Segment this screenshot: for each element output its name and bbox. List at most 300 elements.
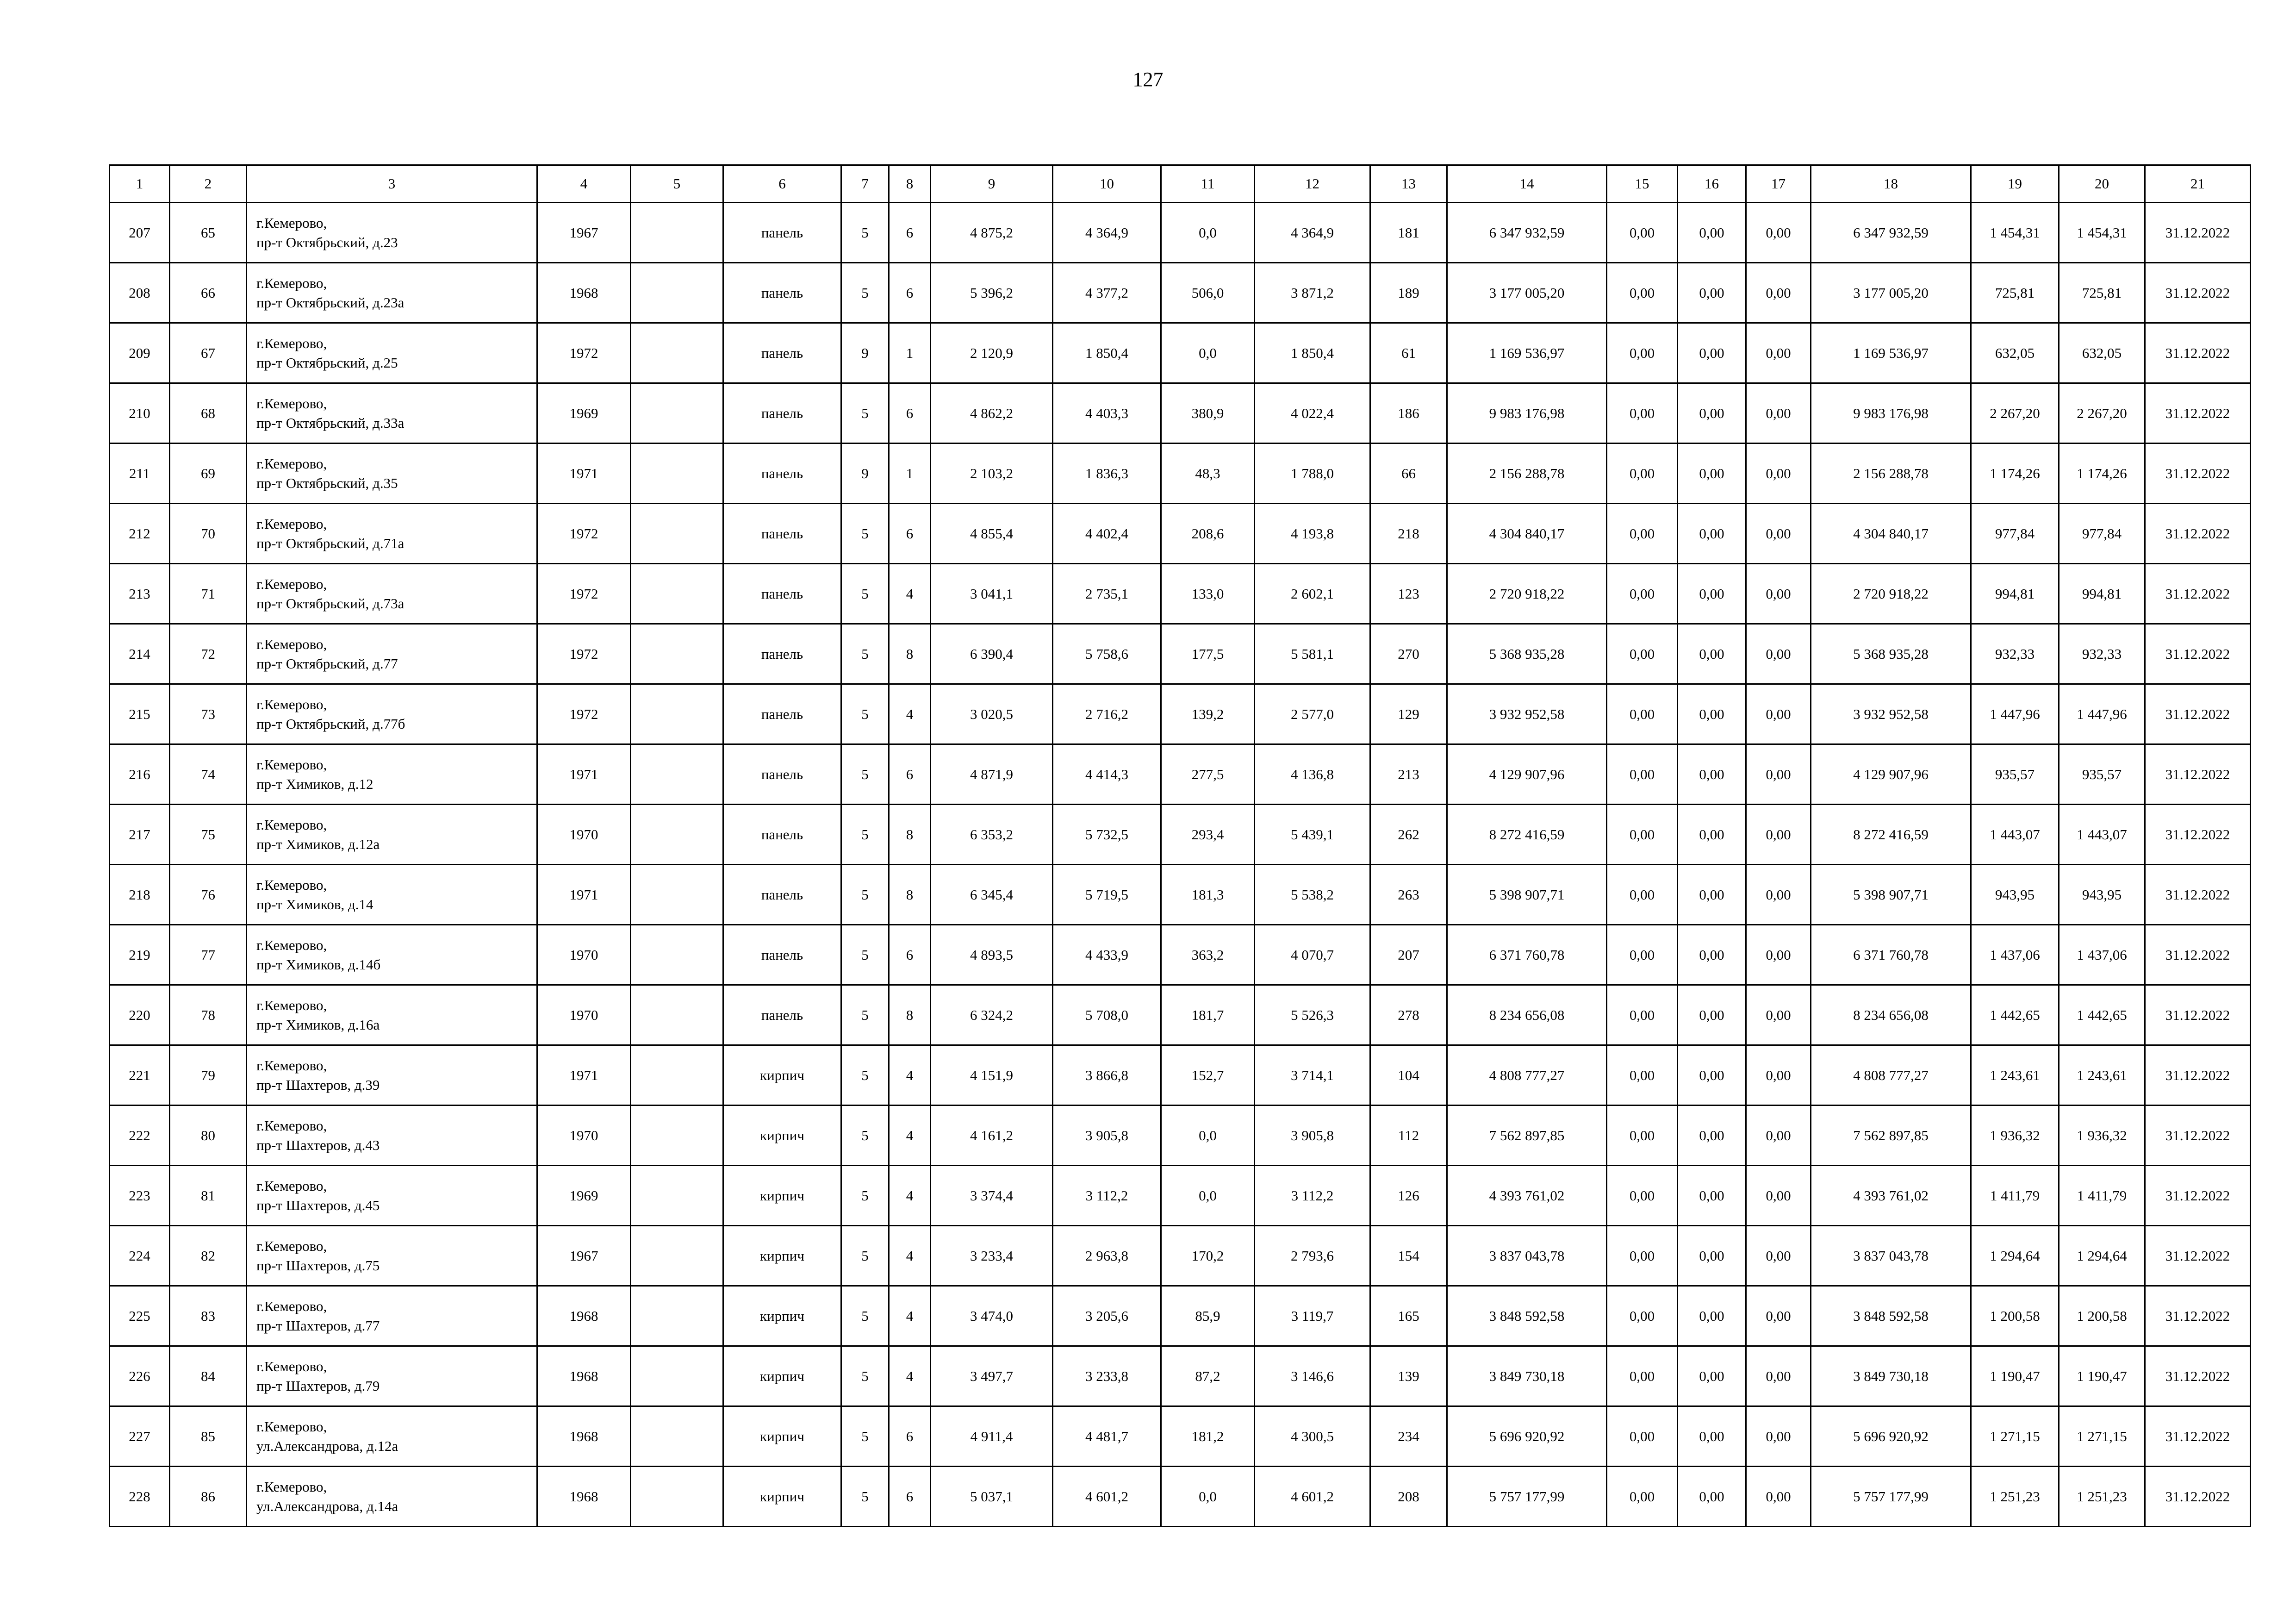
cell-col-21: 31.12.2022 <box>2145 1166 2251 1226</box>
cell-col-10: 2 735,1 <box>1053 564 1161 624</box>
cell-col-11: 0,0 <box>1161 1106 1255 1166</box>
table-row <box>110 323 2251 383</box>
address-city: г.Кемерово, <box>256 1177 327 1194</box>
cell-col-13: 123 <box>1370 564 1447 624</box>
column-header-6: 6 <box>723 165 841 203</box>
cell-col-6: кирпич <box>723 1226 841 1286</box>
cell-col-18: 7 562 897,85 <box>1811 1106 1971 1166</box>
column-header-14: 14 <box>1447 165 1607 203</box>
table-body <box>110 203 2251 1527</box>
cell-col-11: 87,2 <box>1161 1346 1255 1406</box>
cell-col-15: 0,00 <box>1607 1166 1678 1226</box>
cell-col-5 <box>631 504 723 564</box>
cell-col-8: 6 <box>889 203 931 263</box>
cell-col-12: 2 793,6 <box>1255 1226 1370 1286</box>
cell-col-19: 943,95 <box>1971 865 2059 925</box>
cell-col-13: 186 <box>1370 383 1447 443</box>
cell-col-20: 1 294,64 <box>2059 1226 2145 1286</box>
column-header-13: 13 <box>1370 165 1447 203</box>
cell-col-8: 4 <box>889 1045 931 1106</box>
cell-col-1: 218 <box>110 865 170 925</box>
cell-col-20: 725,81 <box>2059 263 2145 323</box>
cell-col-13: 263 <box>1370 865 1447 925</box>
address-street: пр-т Октябрьский, д.73а <box>256 595 404 612</box>
cell-col-14: 3 849 730,18 <box>1447 1346 1607 1406</box>
cell-col-15: 0,00 <box>1607 925 1678 985</box>
cell-col-5 <box>631 1346 723 1406</box>
column-header-7: 7 <box>841 165 889 203</box>
table-row <box>110 564 2251 624</box>
cell-col-8: 4 <box>889 564 931 624</box>
cell-col-5 <box>631 263 723 323</box>
cell-col-10: 4 402,4 <box>1053 504 1161 564</box>
address-cell <box>247 1226 537 1286</box>
cell-col-21: 31.12.2022 <box>2145 263 2251 323</box>
cell-col-8: 1 <box>889 323 931 383</box>
cell-col-10: 5 719,5 <box>1053 865 1161 925</box>
cell-col-1: 217 <box>110 805 170 865</box>
cell-col-8: 4 <box>889 1286 931 1346</box>
address-street: ул.Александрова, д.12а <box>256 1437 398 1454</box>
table-row <box>110 805 2251 865</box>
cell-col-16: 0,00 <box>1678 443 1746 504</box>
cell-col-9: 3 497,7 <box>931 1346 1053 1406</box>
address-street: пр-т Химиков, д.12 <box>256 775 373 792</box>
cell-col-19: 1 454,31 <box>1971 203 2059 263</box>
cell-col-4: 1969 <box>537 1166 631 1226</box>
cell-col-21: 31.12.2022 <box>2145 1106 2251 1166</box>
cell-col-8: 8 <box>889 985 931 1045</box>
table-row <box>110 925 2251 985</box>
cell-col-2: 84 <box>170 1346 247 1406</box>
cell-col-18: 6 371 760,78 <box>1811 925 1971 985</box>
cell-col-9: 4 911,4 <box>931 1406 1053 1467</box>
address-street: пр-т Химиков, д.16а <box>256 1016 380 1033</box>
cell-col-15: 0,00 <box>1607 1346 1678 1406</box>
cell-col-7: 9 <box>841 323 889 383</box>
cell-col-21: 31.12.2022 <box>2145 985 2251 1045</box>
cell-col-17: 0,00 <box>1746 323 1811 383</box>
cell-col-21: 31.12.2022 <box>2145 805 2251 865</box>
cell-col-20: 1 454,31 <box>2059 203 2145 263</box>
cell-col-4: 1971 <box>537 1045 631 1106</box>
cell-col-7: 5 <box>841 744 889 805</box>
cell-col-7: 5 <box>841 1045 889 1106</box>
cell-col-18: 3 177 005,20 <box>1811 263 1971 323</box>
table-row <box>110 865 2251 925</box>
address-city: г.Кемерово, <box>256 1298 327 1314</box>
cell-col-18: 4 393 761,02 <box>1811 1166 1971 1226</box>
cell-col-15: 0,00 <box>1607 323 1678 383</box>
cell-col-19: 1 271,15 <box>1971 1406 2059 1467</box>
cell-col-8: 6 <box>889 263 931 323</box>
column-header-11: 11 <box>1161 165 1255 203</box>
cell-col-4: 1967 <box>537 203 631 263</box>
cell-col-9: 3 233,4 <box>931 1226 1053 1286</box>
cell-col-12: 2 602,1 <box>1255 564 1370 624</box>
cell-col-16: 0,00 <box>1678 865 1746 925</box>
cell-col-9: 3 474,0 <box>931 1286 1053 1346</box>
cell-col-13: 213 <box>1370 744 1447 805</box>
cell-col-13: 165 <box>1370 1286 1447 1346</box>
cell-col-11: 363,2 <box>1161 925 1255 985</box>
address-cell <box>247 684 537 744</box>
address-street: пр-т Октябрьский, д.33а <box>256 414 404 431</box>
address-city: г.Кемерово, <box>256 696 327 712</box>
cell-col-7: 5 <box>841 263 889 323</box>
cell-col-9: 4 161,2 <box>931 1106 1053 1166</box>
cell-col-19: 1 442,65 <box>1971 985 2059 1045</box>
cell-col-11: 0,0 <box>1161 323 1255 383</box>
cell-col-9: 4 862,2 <box>931 383 1053 443</box>
cell-col-4: 1967 <box>537 1226 631 1286</box>
cell-col-4: 1972 <box>537 564 631 624</box>
cell-col-6: панель <box>723 684 841 744</box>
address-city: г.Кемерово, <box>256 997 327 1013</box>
cell-col-11: 181,2 <box>1161 1406 1255 1467</box>
cell-col-15: 0,00 <box>1607 1286 1678 1346</box>
cell-col-6: панель <box>723 443 841 504</box>
cell-col-5 <box>631 985 723 1045</box>
cell-col-10: 1 836,3 <box>1053 443 1161 504</box>
cell-col-8: 6 <box>889 504 931 564</box>
cell-col-7: 5 <box>841 1406 889 1467</box>
cell-col-1: 223 <box>110 1166 170 1226</box>
cell-col-14: 5 368 935,28 <box>1447 624 1607 684</box>
cell-col-12: 5 538,2 <box>1255 865 1370 925</box>
cell-col-14: 5 757 177,99 <box>1447 1467 1607 1527</box>
cell-col-1: 222 <box>110 1106 170 1166</box>
cell-col-10: 3 905,8 <box>1053 1106 1161 1166</box>
cell-col-10: 4 403,3 <box>1053 383 1161 443</box>
cell-col-10: 2 963,8 <box>1053 1226 1161 1286</box>
cell-col-4: 1970 <box>537 805 631 865</box>
cell-col-17: 0,00 <box>1746 805 1811 865</box>
address-city: г.Кемерово, <box>256 876 327 893</box>
cell-col-16: 0,00 <box>1678 1406 1746 1467</box>
cell-col-12: 4 136,8 <box>1255 744 1370 805</box>
cell-col-12: 4 070,7 <box>1255 925 1370 985</box>
cell-col-6: панель <box>723 805 841 865</box>
cell-col-10: 3 112,2 <box>1053 1166 1161 1226</box>
cell-col-2: 76 <box>170 865 247 925</box>
address-cell <box>247 1346 537 1406</box>
cell-col-15: 0,00 <box>1607 805 1678 865</box>
cell-col-12: 5 581,1 <box>1255 624 1370 684</box>
cell-col-9: 4 893,5 <box>931 925 1053 985</box>
cell-col-4: 1971 <box>537 865 631 925</box>
cell-col-6: панель <box>723 624 841 684</box>
cell-col-6: кирпич <box>723 1286 841 1346</box>
cell-col-21: 31.12.2022 <box>2145 323 2251 383</box>
cell-col-10: 5 758,6 <box>1053 624 1161 684</box>
address-street: пр-т Октябрьский, д.35 <box>256 475 398 491</box>
cell-col-19: 1 200,58 <box>1971 1286 2059 1346</box>
cell-col-4: 1972 <box>537 684 631 744</box>
address-city: г.Кемерово, <box>256 275 327 291</box>
cell-col-19: 632,05 <box>1971 323 2059 383</box>
cell-col-15: 0,00 <box>1607 1467 1678 1527</box>
cell-col-4: 1970 <box>537 985 631 1045</box>
cell-col-1: 211 <box>110 443 170 504</box>
cell-col-9: 4 855,4 <box>931 504 1053 564</box>
cell-col-9: 6 353,2 <box>931 805 1053 865</box>
cell-col-20: 1 190,47 <box>2059 1346 2145 1406</box>
cell-col-9: 3 020,5 <box>931 684 1053 744</box>
table-row <box>110 1286 2251 1346</box>
column-header-20: 20 <box>2059 165 2145 203</box>
cell-col-12: 3 112,2 <box>1255 1166 1370 1226</box>
cell-col-16: 0,00 <box>1678 1106 1746 1166</box>
address-cell <box>247 1467 537 1527</box>
cell-col-17: 0,00 <box>1746 1226 1811 1286</box>
cell-col-8: 8 <box>889 865 931 925</box>
cell-col-8: 6 <box>889 925 931 985</box>
cell-col-10: 3 866,8 <box>1053 1045 1161 1106</box>
address-street: пр-т Химиков, д.14б <box>256 956 381 973</box>
cell-col-20: 1 442,65 <box>2059 985 2145 1045</box>
cell-col-21: 31.12.2022 <box>2145 1045 2251 1106</box>
table-row <box>110 1467 2251 1527</box>
cell-col-20: 994,81 <box>2059 564 2145 624</box>
cell-col-6: кирпич <box>723 1106 841 1166</box>
cell-col-13: 270 <box>1370 624 1447 684</box>
cell-col-18: 4 808 777,27 <box>1811 1045 1971 1106</box>
cell-col-1: 227 <box>110 1406 170 1467</box>
cell-col-13: 154 <box>1370 1226 1447 1286</box>
cell-col-8: 4 <box>889 1106 931 1166</box>
cell-col-11: 85,9 <box>1161 1286 1255 1346</box>
cell-col-10: 4 601,2 <box>1053 1467 1161 1527</box>
cell-col-10: 5 732,5 <box>1053 805 1161 865</box>
cell-col-21: 31.12.2022 <box>2145 1286 2251 1346</box>
address-cell <box>247 263 537 323</box>
cell-col-14: 8 234 656,08 <box>1447 985 1607 1045</box>
cell-col-21: 31.12.2022 <box>2145 1467 2251 1527</box>
cell-col-11: 0,0 <box>1161 1467 1255 1527</box>
cell-col-19: 1 294,64 <box>1971 1226 2059 1286</box>
cell-col-4: 1972 <box>537 323 631 383</box>
address-city: г.Кемерово, <box>256 214 327 231</box>
cell-col-2: 86 <box>170 1467 247 1527</box>
cell-col-12: 4 364,9 <box>1255 203 1370 263</box>
cell-col-7: 5 <box>841 985 889 1045</box>
cell-col-2: 82 <box>170 1226 247 1286</box>
cell-col-12: 2 577,0 <box>1255 684 1370 744</box>
cell-col-1: 226 <box>110 1346 170 1406</box>
cell-col-10: 2 716,2 <box>1053 684 1161 744</box>
cell-col-2: 70 <box>170 504 247 564</box>
cell-col-13: 218 <box>1370 504 1447 564</box>
cell-col-17: 0,00 <box>1746 865 1811 925</box>
cell-col-10: 4 377,2 <box>1053 263 1161 323</box>
cell-col-14: 5 398 907,71 <box>1447 865 1607 925</box>
cell-col-13: 126 <box>1370 1166 1447 1226</box>
address-city: г.Кемерово, <box>256 636 327 652</box>
table-row <box>110 383 2251 443</box>
cell-col-1: 208 <box>110 263 170 323</box>
cell-col-15: 0,00 <box>1607 624 1678 684</box>
cell-col-6: панель <box>723 203 841 263</box>
cell-col-14: 6 347 932,59 <box>1447 203 1607 263</box>
cell-col-5 <box>631 624 723 684</box>
table-row <box>110 744 2251 805</box>
cell-col-8: 6 <box>889 744 931 805</box>
cell-col-18: 3 849 730,18 <box>1811 1346 1971 1406</box>
cell-col-2: 68 <box>170 383 247 443</box>
address-city: г.Кемерово, <box>256 1237 327 1254</box>
cell-col-13: 112 <box>1370 1106 1447 1166</box>
cell-col-19: 2 267,20 <box>1971 383 2059 443</box>
cell-col-19: 1 243,61 <box>1971 1045 2059 1106</box>
table-row <box>110 1106 2251 1166</box>
cell-col-12: 4 300,5 <box>1255 1406 1370 1467</box>
address-cell <box>247 805 537 865</box>
cell-col-19: 1 437,06 <box>1971 925 2059 985</box>
cell-col-14: 2 156 288,78 <box>1447 443 1607 504</box>
cell-col-20: 1 174,26 <box>2059 443 2145 504</box>
cell-col-5 <box>631 323 723 383</box>
cell-col-8: 4 <box>889 1346 931 1406</box>
cell-col-21: 31.12.2022 <box>2145 624 2251 684</box>
cell-col-19: 935,57 <box>1971 744 2059 805</box>
address-cell <box>247 985 537 1045</box>
cell-col-18: 4 304 840,17 <box>1811 504 1971 564</box>
cell-col-1: 210 <box>110 383 170 443</box>
cell-col-6: панель <box>723 925 841 985</box>
cell-col-17: 0,00 <box>1746 1467 1811 1527</box>
cell-col-11: 506,0 <box>1161 263 1255 323</box>
cell-col-14: 1 169 536,97 <box>1447 323 1607 383</box>
cell-col-19: 1 174,26 <box>1971 443 2059 504</box>
cell-col-20: 977,84 <box>2059 504 2145 564</box>
cell-col-16: 0,00 <box>1678 624 1746 684</box>
cell-col-4: 1968 <box>537 1286 631 1346</box>
cell-col-12: 1 850,4 <box>1255 323 1370 383</box>
column-header-12: 12 <box>1255 165 1370 203</box>
cell-col-14: 3 837 043,78 <box>1447 1226 1607 1286</box>
cell-col-4: 1968 <box>537 1406 631 1467</box>
address-street: пр-т Шахтеров, д.77 <box>256 1317 380 1334</box>
address-street: ул.Александрова, д.14а <box>256 1498 398 1514</box>
cell-col-2: 80 <box>170 1106 247 1166</box>
cell-col-10: 4 414,3 <box>1053 744 1161 805</box>
cell-col-13: 181 <box>1370 203 1447 263</box>
address-street: пр-т Химиков, д.14 <box>256 896 373 912</box>
table-row <box>110 1226 2251 1286</box>
cell-col-12: 4 601,2 <box>1255 1467 1370 1527</box>
cell-col-11: 181,3 <box>1161 865 1255 925</box>
cell-col-2: 83 <box>170 1286 247 1346</box>
cell-col-15: 0,00 <box>1607 744 1678 805</box>
cell-col-17: 0,00 <box>1746 443 1811 504</box>
address-city: г.Кемерово, <box>256 937 327 953</box>
cell-col-8: 4 <box>889 684 931 744</box>
cell-col-15: 0,00 <box>1607 1106 1678 1166</box>
cell-col-4: 1970 <box>537 925 631 985</box>
cell-col-15: 0,00 <box>1607 443 1678 504</box>
cell-col-2: 72 <box>170 624 247 684</box>
cell-col-5 <box>631 203 723 263</box>
cell-col-1: 214 <box>110 624 170 684</box>
cell-col-2: 69 <box>170 443 247 504</box>
cell-col-14: 5 696 920,92 <box>1447 1406 1607 1467</box>
cell-col-6: кирпич <box>723 1045 841 1106</box>
cell-col-11: 0,0 <box>1161 1166 1255 1226</box>
address-cell <box>247 1406 537 1467</box>
housing-registry-table <box>109 164 2251 1527</box>
cell-col-2: 75 <box>170 805 247 865</box>
cell-col-19: 1 447,96 <box>1971 684 2059 744</box>
cell-col-18: 5 696 920,92 <box>1811 1406 1971 1467</box>
cell-col-1: 207 <box>110 203 170 263</box>
cell-col-13: 139 <box>1370 1346 1447 1406</box>
cell-col-20: 1 271,15 <box>2059 1406 2145 1467</box>
cell-col-2: 71 <box>170 564 247 624</box>
cell-col-4: 1968 <box>537 1346 631 1406</box>
cell-col-17: 0,00 <box>1746 564 1811 624</box>
cell-col-2: 74 <box>170 744 247 805</box>
address-city: г.Кемерово, <box>256 1358 327 1374</box>
column-header-9: 9 <box>931 165 1053 203</box>
cell-col-16: 0,00 <box>1678 1045 1746 1106</box>
cell-col-16: 0,00 <box>1678 925 1746 985</box>
cell-col-13: 278 <box>1370 985 1447 1045</box>
address-street: пр-т Октябрьский, д.71а <box>256 535 404 551</box>
cell-col-5 <box>631 1286 723 1346</box>
cell-col-13: 262 <box>1370 805 1447 865</box>
cell-col-20: 1 447,96 <box>2059 684 2145 744</box>
cell-col-2: 77 <box>170 925 247 985</box>
cell-col-5 <box>631 1406 723 1467</box>
cell-col-11: 170,2 <box>1161 1226 1255 1286</box>
cell-col-18: 3 848 592,58 <box>1811 1286 1971 1346</box>
cell-col-18: 4 129 907,96 <box>1811 744 1971 805</box>
cell-col-16: 0,00 <box>1678 203 1746 263</box>
cell-col-16: 0,00 <box>1678 985 1746 1045</box>
cell-col-11: 48,3 <box>1161 443 1255 504</box>
cell-col-12: 4 022,4 <box>1255 383 1370 443</box>
cell-col-6: панель <box>723 504 841 564</box>
cell-col-19: 1 190,47 <box>1971 1346 2059 1406</box>
cell-col-4: 1970 <box>537 1106 631 1166</box>
cell-col-14: 3 932 952,58 <box>1447 684 1607 744</box>
cell-col-12: 4 193,8 <box>1255 504 1370 564</box>
cell-col-8: 8 <box>889 624 931 684</box>
address-cell <box>247 203 537 263</box>
cell-col-13: 207 <box>1370 925 1447 985</box>
cell-col-7: 5 <box>841 203 889 263</box>
cell-col-4: 1968 <box>537 263 631 323</box>
cell-col-13: 61 <box>1370 323 1447 383</box>
page-number: 127 <box>1132 68 1164 91</box>
cell-col-11: 133,0 <box>1161 564 1255 624</box>
address-cell <box>247 1166 537 1226</box>
cell-col-16: 0,00 <box>1678 744 1746 805</box>
table-row <box>110 624 2251 684</box>
cell-col-5 <box>631 1467 723 1527</box>
cell-col-12: 5 439,1 <box>1255 805 1370 865</box>
address-street: пр-т Шахтеров, д.75 <box>256 1257 380 1274</box>
cell-col-17: 0,00 <box>1746 1346 1811 1406</box>
cell-col-15: 0,00 <box>1607 504 1678 564</box>
cell-col-7: 5 <box>841 624 889 684</box>
address-street: пр-т Октябрьский, д.77б <box>256 715 405 732</box>
cell-col-14: 4 393 761,02 <box>1447 1166 1607 1226</box>
cell-col-9: 2 103,2 <box>931 443 1053 504</box>
cell-col-7: 5 <box>841 925 889 985</box>
cell-col-20: 1 936,32 <box>2059 1106 2145 1166</box>
